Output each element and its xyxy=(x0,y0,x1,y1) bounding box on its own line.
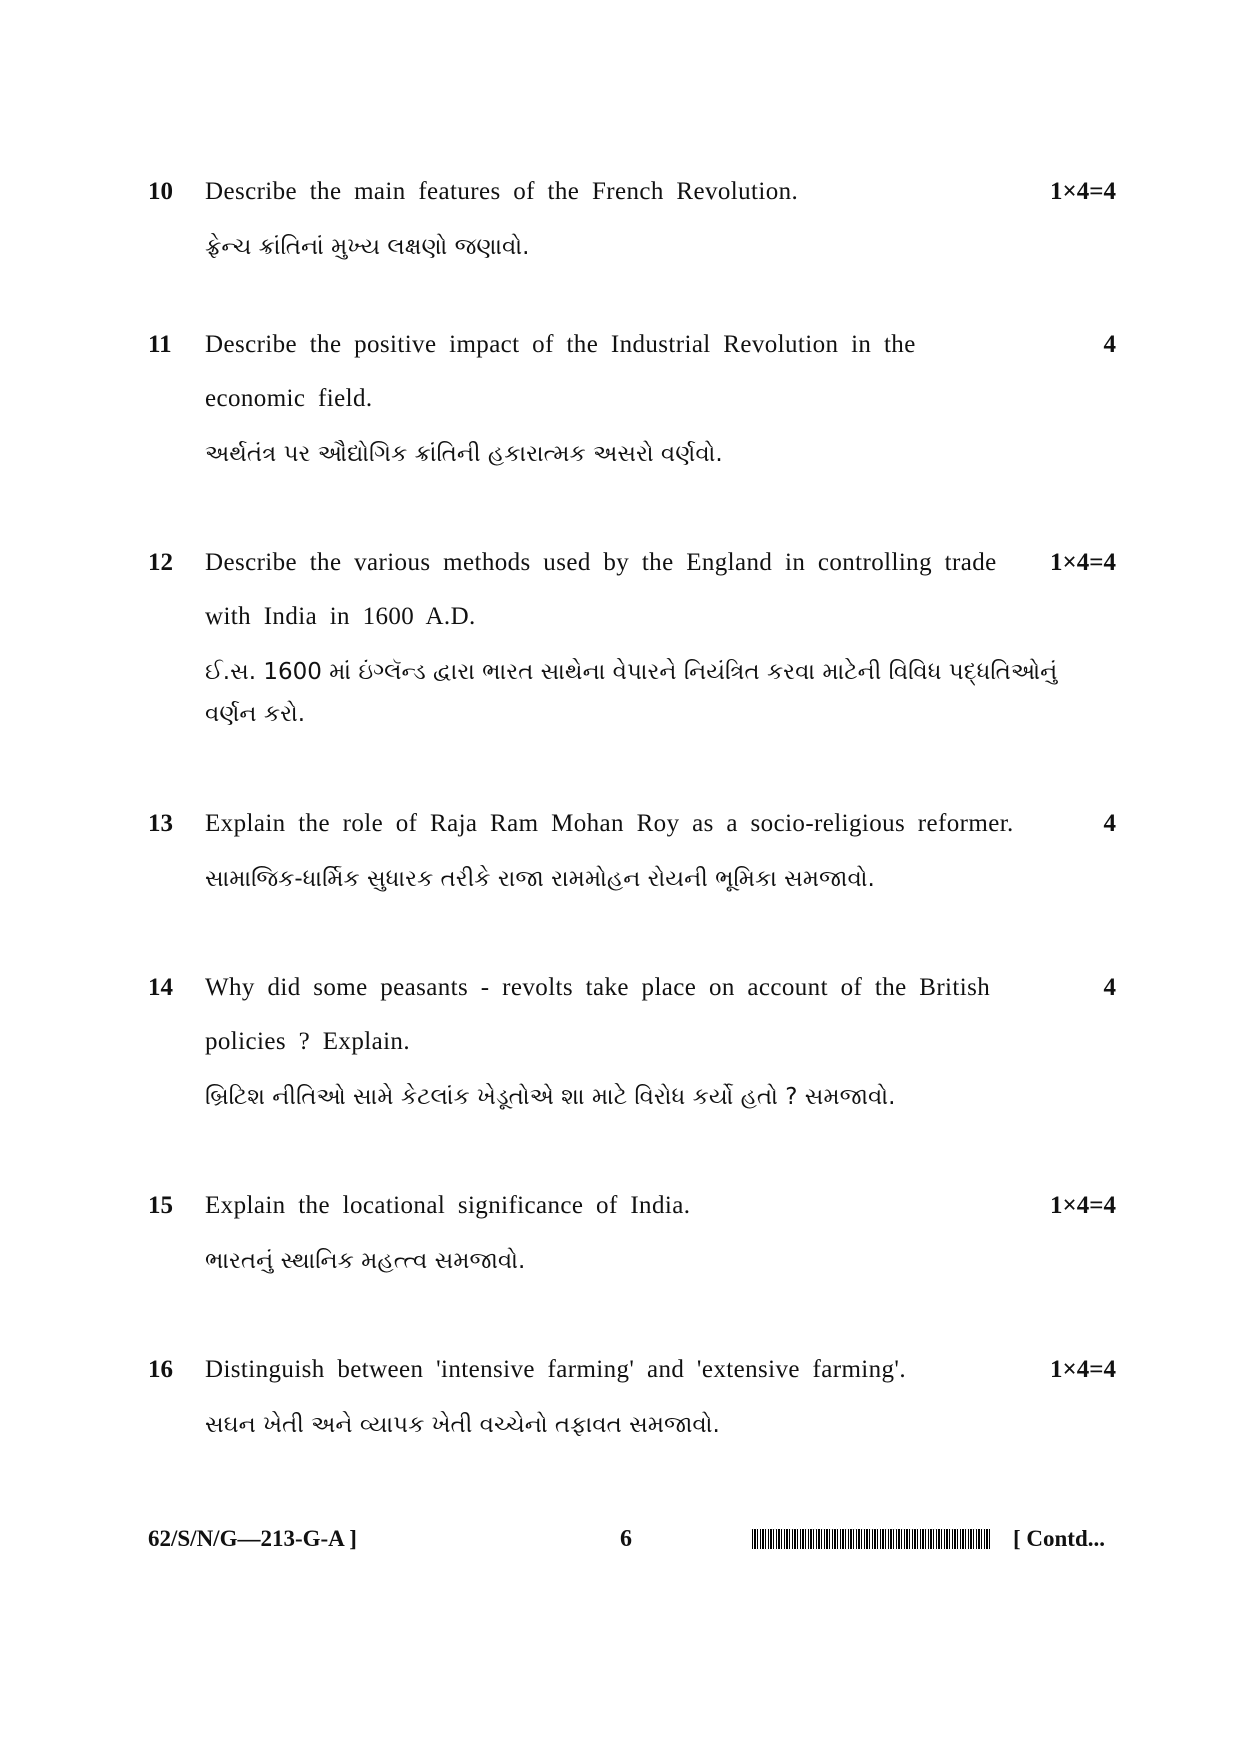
question-number: 15 xyxy=(148,1192,173,1219)
barcode xyxy=(752,1529,992,1549)
question-text-gu: ભારતનું સ્થાનિક મહત્ત્વ સમજાવો. xyxy=(205,1248,526,1274)
question-marks: 1×4=4 xyxy=(1050,549,1116,576)
question-text-gu: બ્રિટિશ નીતિઓ સામે કેટલાંક ખેડૂતોએ શા માટે વિરોધ કર્યો હતો ? સમજાવો. xyxy=(205,1084,896,1110)
page-number: 6 xyxy=(620,1526,632,1552)
question-text-en: Distinguish between 'intensive farming' and 'extensive farming'. xyxy=(205,1356,906,1383)
question-text-en: Describe the positive impact of the Industrial Revolution in the xyxy=(205,331,916,358)
question-text-en: Explain the role of Raja Ram Mohan Roy as a socio-religious reformer. xyxy=(205,810,1014,837)
question-number: 12 xyxy=(148,549,173,576)
question-text-en: Describe the main features of the French Revolution. xyxy=(205,178,799,205)
question-number: 14 xyxy=(148,974,173,1001)
question-text-gu: વર્ણન કરો. xyxy=(205,701,306,727)
question-text-en: Describe the various methods used by the England in controlling trade xyxy=(205,549,997,576)
continued-label: [ Contd... xyxy=(1013,1526,1106,1551)
question-text-gu: ઈ.સ. 1600 માં ઇંગ્લૅન્ડ દ્વારા ભારત સાથેના વેપારને નિયંત્રિત કરવા માટેની વિવિધ પદ્ધતિઓનું xyxy=(205,659,1058,685)
question-text-gu: સામાજિક-ધાર્મિક સુધારક તરીકે રાજા રામમોહન રોયની ભૂમિકા સમજાવો. xyxy=(205,866,875,892)
question-number: 13 xyxy=(148,810,173,837)
question-text-en: policies ? Explain. xyxy=(205,1028,410,1055)
paper-code: 62/S/N/G—213-G-A ] xyxy=(148,1526,357,1551)
question-marks: 4 xyxy=(1103,810,1116,837)
question-text-gu: અર્થતંત્ર પર ઔદ્યોગિક ક્રાંતિની હકારાત્મક અસરો વર્ણવો. xyxy=(205,441,723,467)
question-text-en: Explain the locational significance of India. xyxy=(205,1192,691,1219)
question-text-gu: સઘન ખેતી અને વ્યાપક ખેતી વચ્ચેનો તફાવત સમજાવો. xyxy=(205,1412,720,1438)
page-footer xyxy=(0,1526,1240,1566)
question-text-en: economic field. xyxy=(205,385,373,412)
question-text-gu: ફ્રેન્ચ ક્રાંતિનાં મુખ્ય લક્ષણો જણાવો. xyxy=(205,234,530,260)
question-marks: 1×4=4 xyxy=(1050,178,1116,205)
question-number: 11 xyxy=(148,331,172,358)
question-marks: 1×4=4 xyxy=(1050,1192,1116,1219)
question-number: 10 xyxy=(148,178,173,205)
question-text-en: with India in 1600 A.D. xyxy=(205,603,476,630)
question-marks: 4 xyxy=(1103,974,1116,1001)
question-number: 16 xyxy=(148,1356,173,1383)
question-text-en: Why did some peasants - revolts take place on account of the British xyxy=(205,974,991,1001)
question-marks: 1×4=4 xyxy=(1050,1356,1116,1383)
question-marks: 4 xyxy=(1103,331,1116,358)
